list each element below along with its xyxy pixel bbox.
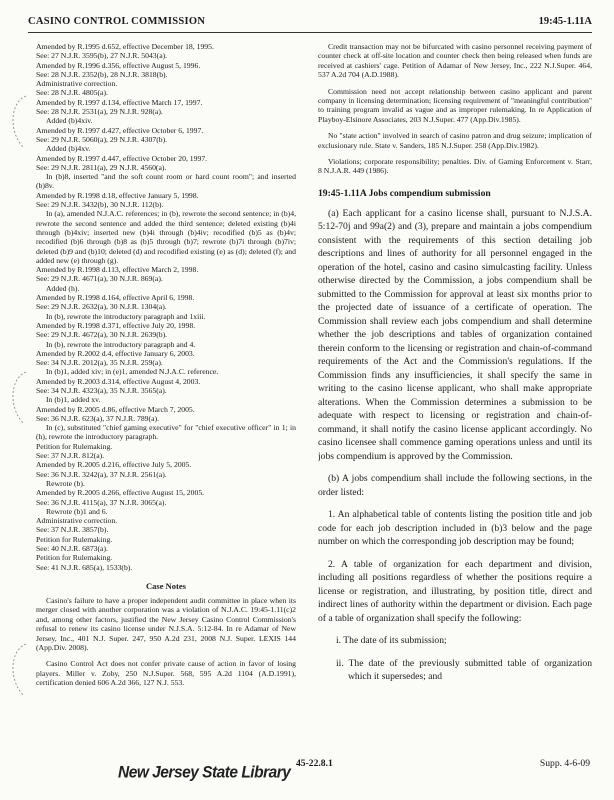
library-stamp: New Jersey State Library <box>118 763 291 782</box>
history-line: See: 28 N.J.R. 4805(a). <box>36 88 108 98</box>
punch-hole-mark <box>4 640 34 700</box>
history-line: In (b)1, added xiv; in (e)1, amended N.J.A.C. reference. <box>46 367 219 377</box>
section-paragraph: (b) A jobs compendium shall include the following sections, in the order listed: <box>318 473 592 498</box>
history-line: Administrative correction. <box>36 516 118 526</box>
case-note: Credit transaction may not be bifurcated with casino personnel receiving payment of counter check at off-site location and counter check then being released when funds are received at cashiers' cage. Petition of Adamar of New Jersey, Inc., 222 N.J.Super. 464, 537 A.2d 704 (A.D.1988). <box>318 42 592 80</box>
running-header <box>28 16 592 33</box>
history-line: Administrative correction. <box>36 79 118 89</box>
history-line: Amended by R.2002 d.4, effective January 6, 2003. <box>36 348 195 358</box>
header-section-number: 19:45-1.11A <box>538 16 592 27</box>
history-line: In (b)8, inserted "and the soft count room or hard count room"; and inserted (b)8v. <box>36 172 296 191</box>
history-line: Petition for Rulemaking. <box>36 441 113 451</box>
history-line: See: 29 N.J.R. 4671(a), 30 N.J.R. 869(a). <box>36 274 163 284</box>
history-line: Amended by R.1995 d.652, effective December 18, 1995. <box>36 42 214 51</box>
history-line: Amended by R.2005 d.216, effective July 5, 2005. <box>36 460 192 470</box>
history-line: See: 37 N.J.R. 812(a). <box>36 451 105 461</box>
case-note: Casino's failure to have a proper independent audit committee in place when its merger closed with another corporation was a violation of N.J.A.C. 19:45-1.11(c)2 and, among other factors, justified the New Jersey Casino Control Commission's refusal to renew its casino license under N.J.S.A. 5:12-84. In re Adamar of New Jersey, Inc., 401 N.J. Super. 247, 950 A.2d 231, 2008 N.J. Super. LEXIS 144 (App.Div. 2008). <box>36 595 296 652</box>
history-line: See: 36 N.J.R. 3242(a), 37 N.J.R. 2561(a). <box>36 469 167 479</box>
history-line: Added (h). <box>46 283 80 293</box>
history-line: See: 37 N.J.R. 3857(b). <box>36 525 109 535</box>
history-line: Amended by R.1997 d.427, effective October 6, 1997. <box>36 125 204 135</box>
page-footer <box>0 756 614 790</box>
left-column <box>36 42 296 742</box>
punch-hole-mark <box>4 368 34 428</box>
right-column <box>318 42 592 752</box>
case-notes-continued <box>318 42 592 176</box>
history-line: Petition for Rulemaking. <box>36 534 113 544</box>
case-note: Violations; corporate responsibility; penalties. Div. of Gaming Enforcement v. Starr, 8 N.J.A.R. 449 (1986). <box>318 157 592 176</box>
history-line: See: 36 N.J.R. 623(a), 37 N.J.R. 789(a). <box>36 413 159 423</box>
history-line: In (b)1, added xv. <box>46 395 101 405</box>
history-line: Amended by R.1997 d.447, effective October 20, 1997. <box>36 153 208 163</box>
history-line: See: 34 N.J.R. 2012(a), 35 N.J.R. 259(a). <box>36 358 163 368</box>
history-line: In (b), rewrote the introductory paragraph and 1xiii. <box>46 311 206 321</box>
page-number: 45-22.8.1 <box>296 758 333 769</box>
history-line: In (a), amended N.J.A.C. references; in (b), rewrote the second sentence; in (b)4, rewrote the second sentence and added the third sentence; deleted existing (b)4i through (b)4xiv; inserted new (b)4i through (b)4iv; recodified (b)5 as (b)4v; recodified (b)6 through (b)8 as (b)5 through (b)7; rewrote (b)7i through (b)7iv; deleted (b)9 and (b)10; deleted (d) and recodified existing (e) as (d); deleted (f); and added new (e) through (g). <box>36 209 296 265</box>
history-line: See: 29 N.J.R. 2811(a), 29 N.J.R. 4560(a). <box>36 162 167 172</box>
history-line: Rewrote (b). <box>46 478 85 488</box>
history-line: Amended by R.2005 d.86, effective March 7, 2005. <box>36 404 195 414</box>
section-paragraph: 1. An alphabetical table of contents listing the position title and job code for each job description included in (b)3 below and the page number on which the corresponding job description may be found; <box>318 509 592 548</box>
section-heading: 19:45-1.11A Jobs compendium submission <box>318 187 491 199</box>
history-line: See: 29 N.J.R. 3432(b), 30 N.J.R. 112(b). <box>36 200 164 210</box>
history-line: In (c), substituted "chief gaming executive" for "chief executive officer" in 1; in (h), rewrote the introductory paragraph. <box>36 423 296 442</box>
case-note: Casino Control Act does not confer private cause of action in favor of losing players. Miller v. Zoby, 250 N.J.Super. 568, 595 A.2d 1104 (A.D.1991), certification denied 606 A.2d 366, 127 N.J. 553. <box>36 659 296 688</box>
history-line: See: 29 N.J.R. 2632(a), 30 N.J.R. 1304(a). <box>36 302 167 312</box>
history-line: See: 27 N.J.R. 3595(b), 27 N.J.R. 5043(a). <box>36 51 168 61</box>
history-line: See: 36 N.J.R. 4115(a), 37 N.J.R. 3065(a). <box>36 497 167 507</box>
history-line: Amended by R.2005 d.266, effective August 15, 2005. <box>36 488 205 498</box>
history-line: Added (b)4xiv. <box>46 116 93 126</box>
history-line: Amended by R.1998 d.18, effective January 5, 1998. <box>36 190 199 200</box>
history-line: Added (b)4xv. <box>46 144 91 154</box>
history-line: See: 29 N.J.R. 4672(a), 30 N.J.R. 2639(b). <box>36 330 168 340</box>
history-line: See: 34 N.J.R. 4323(a), 35 N.J.R. 3565(a). <box>36 385 167 395</box>
history-line: See: 41 N.J.R. 685(a), 1533(b). <box>36 562 133 572</box>
history-line: See: 28 N.J.R. 2531(a), 29 N.J.R. 928(a). <box>36 107 163 117</box>
case-notes <box>36 596 296 688</box>
section-paragraph: (a) Each applicant for a casino license shall, pursuant to N.J.S.A. 5:12-70j and 99a(2) and (3), prepare and maintain a jobs compendium consistent with the requirements of this section detailing job descriptions and lines of authority for all personnel engaged in the operation of the hotel, casino and casino simulcasting facility. Unless otherwise directed by the Commission, a jobs compendium shall be submitted to the Commission for approval at least six months prior to the projected date of issuance of a certificate of operation. The Commission shall review each jobs compendium and shall determine whether the job descriptions and tables of organization contained therein conform to the licensing or registration and chain-of-command requirements of the Act and the Commission's regulations. If the Commission finds any insufficiencies, it shall specify the same in writing to the casino license applicant, who shall make appropriate alterations. When the Commission determines a submission to be adequate with respect to licensing or registration and chain-of-command, it shall notify the casino license applicant accordingly. No casino licensee shall commence gaming operations unless and until its jobs compendium is approved by the Commission. <box>318 207 592 462</box>
case-notes-heading: Case Notes <box>146 580 186 591</box>
history-line: See: 28 N.J.R. 2352(b), 28 N.J.R. 3818(b). <box>36 69 168 79</box>
history-line: In (b), rewrote the introductory paragraph and 4. <box>46 339 196 349</box>
supplement-date: Supp. 4-6-09 <box>539 758 590 769</box>
history-line: Rewrote (b)1 and 6. <box>46 506 108 516</box>
history-line: Amended by R.1998 d.164, effective April 6, 1998. <box>36 293 195 303</box>
history-line: Amended by R.2003 d.314, effective August 4, 2003. <box>36 376 201 386</box>
history-line: See: 29 N.J.R. 5060(a), 29 N.J.R. 4307(b). <box>36 134 168 144</box>
history-line: Amended by R.1998 d.113, effective March 2, 1998. <box>36 265 199 275</box>
section-paragraph: i. The date of its submission; <box>336 635 447 647</box>
section-paragraph: ii. The date of the previously submitted table of organization which it supersedes; and <box>336 657 592 683</box>
section-body <box>318 207 592 684</box>
history-line: Amended by R.1998 d.371, effective July 20, 1998. <box>36 320 196 330</box>
history-line: See: 40 N.J.R. 6873(a). <box>36 544 108 554</box>
history-line: Amended by R.1996 d.356, effective August 5, 1996. <box>36 60 201 70</box>
section-paragraph: 2. A table of organization for each department and division, including all positions regardless of whether the positions require a license or registration, and illustrating, by position title, direct and indirect lines of authority within the department or division. Each page of a table of organization shall specify the following: <box>318 558 592 624</box>
case-note: Commission need not accept relationship between casino applicant and parent company in licensing determination; licensing requirement of "meaningful contribution" to training program invalid as vague and as improper rulemaking. In re Application of Playboy-Elsinore Associates, 203 N.J.Super. 477 (App.Div.1985). <box>318 86 592 124</box>
history-line: Petition for Rulemaking. <box>36 553 113 563</box>
header-title: CASINO CONTROL COMMISSION <box>28 16 206 27</box>
history-line: Amended by R.1997 d.134, effective March 17, 1997. <box>36 97 203 107</box>
case-note: No "state action" involved in search of casino patron and drug seizure; implication of exclusionary rule. State v. Sanders, 185 N.J.Super. 258 (App.Div.1982). <box>318 131 592 150</box>
history-notes <box>36 42 296 572</box>
punch-hole-mark <box>4 92 34 152</box>
